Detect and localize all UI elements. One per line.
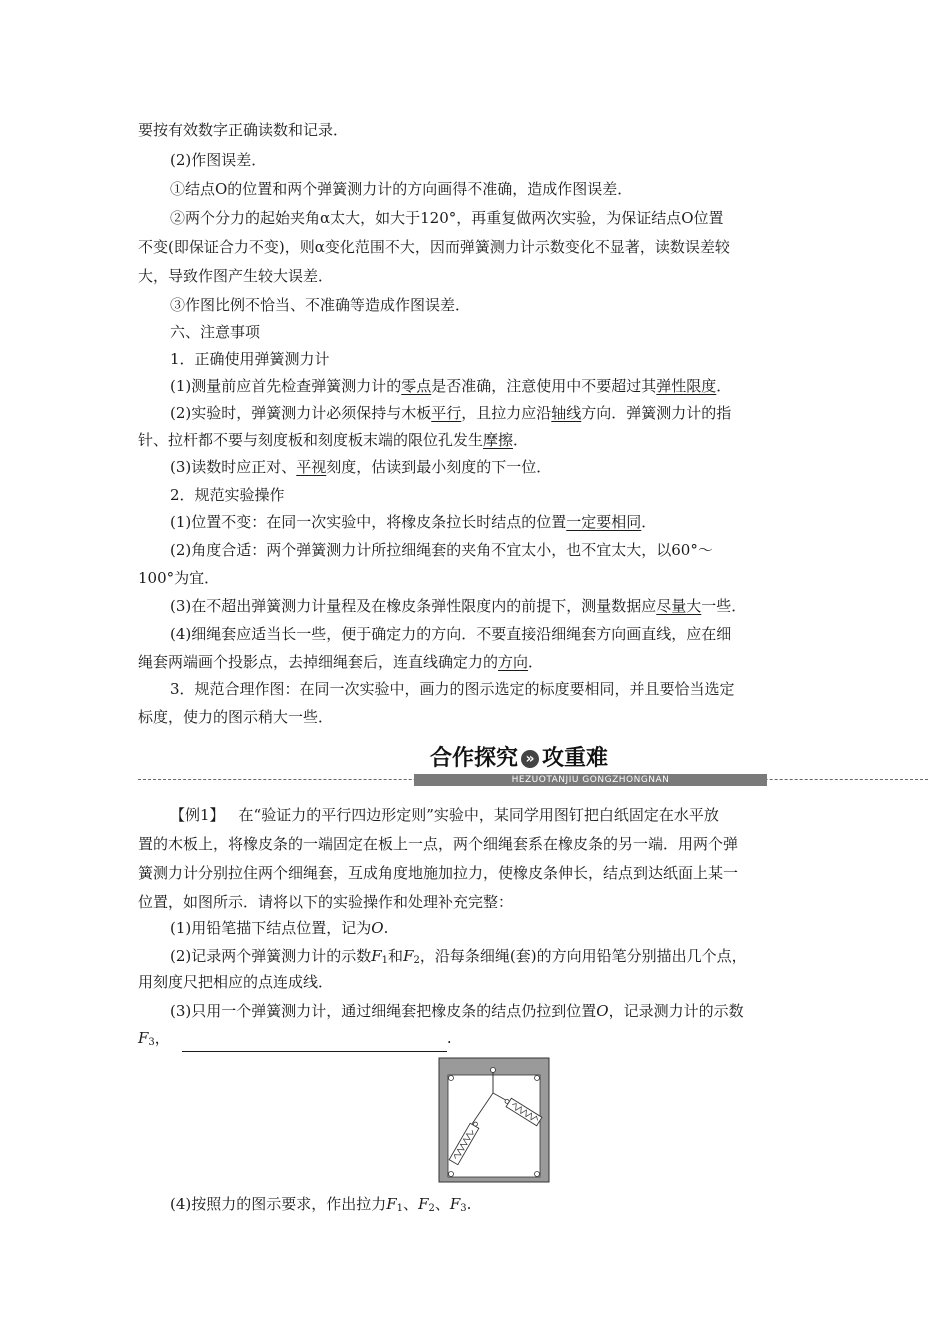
- banner-arrow-icon: »: [521, 750, 539, 768]
- text-run: ．: [528, 653, 544, 671]
- text-run: (1)测量前应首先检查弹簧测力计的: [170, 377, 402, 395]
- paragraph-line: 置的木板上，将橡皮条的一端固定在板上一点，两个细绳套系在橡皮条的另一端．用两个弹: [138, 835, 739, 853]
- underlined-answer: 一定要相同: [566, 513, 642, 531]
- underlined-answer: 方向: [498, 653, 529, 671]
- text-run: ，: [154, 1029, 170, 1047]
- underlined-answer: 零点: [401, 377, 432, 395]
- answer-blank[interactable]: [182, 1033, 447, 1052]
- text-run: 刻度，估读到最小刻度的下一位．: [326, 458, 552, 476]
- section-banner: [138, 744, 928, 788]
- paragraph-line: [138, 648, 818, 676]
- paragraph-line: ②两个分力的起始夹角α太大，如大于120°，再重复做两次实验，为保证结点O位置: [170, 209, 724, 227]
- pin-icon: [449, 1172, 454, 1177]
- underlined-answer: 轴线: [551, 404, 582, 422]
- text-run: ．: [716, 377, 732, 395]
- math-subscript: 2: [413, 955, 420, 966]
- text-run: (3)读数时应正对、: [170, 458, 297, 476]
- experiment-diagram: [438, 1057, 550, 1183]
- banner-pinyin: HEZUOTANJIU GONGZHONGNAN: [511, 775, 670, 785]
- paragraph-line: [138, 426, 818, 454]
- banner-title-part2: 攻重难: [542, 746, 609, 771]
- paragraph-line: ①结点O的位置和两个弹簧测力计的方向画得不准确，造成作图误差．: [170, 180, 633, 198]
- text-run: (3)只用一个弹簧测力计，通过细绳套把橡皮条的结点仍拉到位置: [170, 1002, 597, 1020]
- underlined-answer: 尽量大: [656, 597, 702, 615]
- paragraph-line: [138, 1024, 818, 1052]
- text-run: (2)实验时，弹簧测力计必须保持与木板: [170, 404, 432, 422]
- paragraph-line: 100°为宜．: [138, 569, 220, 587]
- paragraph-line: [138, 1190, 818, 1218]
- math-variable: F: [138, 1029, 149, 1047]
- paragraph-line: [138, 592, 818, 620]
- paragraph-line: 不变(即保证合力不变)，则α变化范围不大，因而弹簧测力计示数变化不显著，读数误差较: [138, 238, 730, 256]
- math-subscript: 3: [148, 1037, 155, 1048]
- subsection-title: 2．规范实验操作: [170, 486, 285, 504]
- paragraph-line: [138, 453, 818, 481]
- text-run: ，记录测力计的示数: [608, 1002, 744, 1020]
- paragraph-line: (2)角度合适：两个弹簧测力计所拉细绳套的夹角不宜太小，也不宜太大，以60°～: [170, 541, 713, 559]
- example-label: 【例1】: [170, 806, 225, 824]
- banner-title: [430, 744, 608, 774]
- paragraph-line: ③作图比例不恰当、不准确等造成作图误差．: [170, 296, 471, 314]
- paragraph-line: [138, 914, 818, 942]
- text-run: ，且拉力应沿: [461, 404, 552, 422]
- section-heading: 六、注意事项: [170, 323, 261, 341]
- text-run: ，沿每条细绳(套)的方向用铅笔分别描出几个点，: [419, 947, 747, 965]
- pin-icon: [535, 1172, 540, 1177]
- underlined-answer: 摩擦: [483, 431, 514, 449]
- paragraph-line: 用刻度尺把相应的点连成线．: [138, 973, 334, 991]
- banner-title-part1: 合作探究: [430, 746, 519, 771]
- banner-subtitle-bar: [414, 774, 767, 786]
- text-run: (3)在不超出弹簧测力计量程及在橡皮条弹性限度内的前提下，测量数据应: [170, 597, 657, 615]
- paragraph-line: [138, 508, 818, 536]
- text-run: 、: [403, 1195, 419, 1213]
- text-run: .: [466, 1195, 472, 1213]
- anchor-pin-icon: [491, 1068, 496, 1073]
- text-run: 针、拉杆都不要与刻度板和刻度板末端的限位孔发生: [138, 431, 484, 449]
- math-variable: O: [371, 919, 384, 937]
- pin-icon: [449, 1076, 454, 1081]
- text-run: 在“验证力的平行四边形定则”实验中，某同学用图钉把白纸固定在水平放: [238, 806, 719, 824]
- math-subscript: 2: [428, 1203, 435, 1214]
- text-run: (4)按照力的图示要求，作出拉力: [170, 1195, 387, 1213]
- underlined-answer: 弹性限度: [656, 377, 717, 395]
- paragraph-line: 标度，使力的图示稍大一些．: [138, 708, 334, 726]
- paragraph-line: [138, 372, 818, 400]
- text-run: (2)记录两个弹簧测力计的示数: [170, 947, 372, 965]
- math-subscript: 1: [381, 955, 389, 966]
- paragraph-line: [138, 801, 818, 829]
- spring-scale-figure: [438, 1057, 550, 1183]
- paragraph-line: [138, 399, 818, 427]
- underlined-answer: 平行: [431, 404, 462, 422]
- math-variable: F: [371, 947, 382, 965]
- text-run: 是否准确，注意使用中不要超过其: [431, 377, 657, 395]
- math-variable: F: [449, 1195, 461, 1213]
- paragraph-line: (2)作图误差．: [170, 151, 267, 169]
- paragraph-line: 3．规范合理作图：在同一次实验中，画力的图示选定的标度要相同，并且要恰当选定: [170, 680, 735, 698]
- math-subscript: 3: [460, 1203, 467, 1214]
- text-run: 方向．弹簧测力计的指: [581, 404, 732, 422]
- pin-icon: [535, 1076, 540, 1081]
- text-run: 、: [434, 1195, 450, 1213]
- text-run: (1)位置不变：在同一次实验中，将橡皮条拉长时结点的位置: [170, 513, 567, 531]
- text-run: ．: [513, 431, 529, 449]
- text-run: .: [446, 1029, 452, 1047]
- math-variable: F: [403, 947, 414, 965]
- text-run: .: [383, 919, 389, 937]
- subsection-title: 1．正确使用弹簧测力计: [170, 350, 330, 368]
- text-run: 和: [388, 947, 404, 965]
- text-run: 一些．: [701, 597, 747, 615]
- paragraph-line: 簧测力计分别拉住两个细绳套，互成角度地施加拉力，使橡皮条伸长，结点到达纸面上某一: [138, 864, 739, 882]
- math-variable: F: [386, 1195, 397, 1213]
- paragraph-line: 大，导致作图产生较大误差．: [138, 267, 334, 285]
- math-variable: O: [596, 1002, 609, 1020]
- paragraph-line: 要按有效数字正确读数和记录．: [138, 121, 349, 139]
- paragraph-line: [138, 942, 818, 970]
- paragraph-line: [138, 997, 818, 1025]
- paragraph-line: 位置，如图所示．请将以下的实验操作和处理补充完整：: [138, 893, 514, 911]
- paragraph-line: (4)细绳套应适当长一些，便于确定力的方向．不要直接沿细绳套方向画直线，应在细: [170, 625, 732, 643]
- math-variable: F: [418, 1195, 429, 1213]
- paper-sheet: [448, 1075, 540, 1177]
- underlined-answer: 平视: [296, 458, 327, 476]
- text-run: ．: [641, 513, 657, 531]
- text-run: (1)用铅笔描下结点位置，记为: [170, 919, 372, 937]
- text-run: 绳套两端画个投影点，去掉细绳套后，连直线确定力的: [138, 653, 499, 671]
- math-subscript: 1: [396, 1203, 404, 1214]
